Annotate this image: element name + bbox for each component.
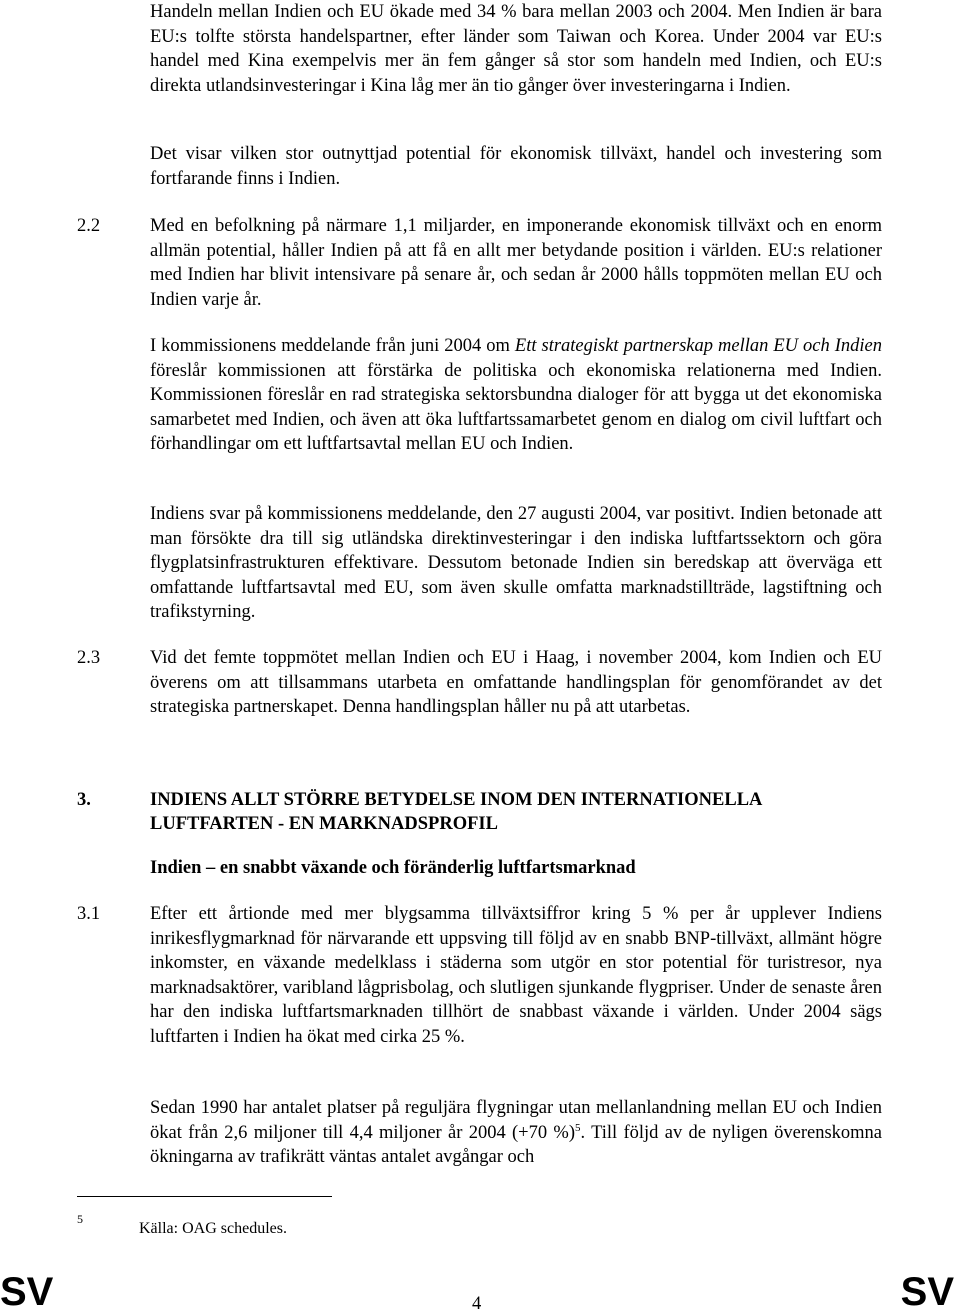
footnote-text: Källa: OAG schedules. — [139, 1220, 287, 1237]
section-number: 3. — [77, 790, 91, 810]
paragraph-untapped-potential: Det visar vilken stor outnyttjad potential för ekonomisk tillväxt, handel och investering som fortfarande finns i Indien. — [150, 144, 882, 189]
footnote-number: 5 — [77, 1212, 83, 1226]
footnote-divider — [77, 1196, 332, 1197]
paragraph-number: 3.1 — [77, 904, 101, 924]
paragraph-text: . Till följd av de nyligen överenskomna ökningarna av trafikrätt väntas antalet avgångar och — [150, 1122, 882, 1168]
paragraph-summit: Vid det femte toppmötet mellan Indien och EU i Haag, i november 2004, kom Indien och EU överens om att tillsammans utarbeta en omfattande handlingsplan för genomförandet av det strategiska partnerskapet. Denna handlingsplan håller nu på att utarbetas. — [150, 648, 882, 718]
paragraph-trade-figures: Handeln mellan Indien och EU ökade med 34 % bara mellan 2003 och 2004. Men Indien är bara EU:s tolfte största handelspartner, efter länder som Taiwan och Korea. Under 2004 var EU:s handel med Kina exempelvis mer än fem gånger så stor som handeln med Indien, och EU:s direkta utlandsinvesteringar i Kina låg mer än tio gånger över investeringarna i Indien. — [150, 2, 882, 96]
paragraph-india-response: Indiens svar på kommissionens meddelande, den 27 augusti 2004, var positivt. Indien betonade att man försökte dra till sig utländska direktinvesteringar i den indiska luftfartssektorn och göra flygplatsinfrastrukturen effektivare. Dessutom betonade Indien sin beredskap att överväga ett omfattande luftfartsavtal med EU, som även skulle omfatta marknadstillträde, lagstiftning och trafikstyrning. — [150, 504, 882, 623]
paragraph-text: Sedan 1990 har antalet platser på reguljära flygningar utan mellanlandning mellan EU och Indien ökat från 2,6 miljoner till 4,4 miljoner år 2004 (+70 %) — [150, 1098, 882, 1143]
paragraph-domestic-market: Efter ett årtionde med mer blygsamma tillväxtsiffror kring 5 % per år upplever Indiens inrikesflygmarknad för närvarande ett uppsving till följd av en snabb BNP-tillväxt, allmänt högre inkomster, en växande medelklass i städerna som utgör en stor potential för turistresor, nya marknadsaktörer, varibland lågprisbolag, och slutligen sjunkande flygpriser. Under de senaste åren har den indiska luftfartsmarknaden tillhört de snabbast växande i världen. Under 2004 sägs luftfarten i Indien ha ökat med cirka 25 %. — [150, 904, 882, 1047]
paragraph-commission-communication — [150, 334, 882, 457]
footnote-reference[interactable]: 5 — [575, 1121, 581, 1134]
language-code-right: SV — [900, 1270, 954, 1314]
document-title-italic: Ett strategiskt partnerskap mellan EU och Indien — [514, 336, 882, 356]
language-code-left: SV — [0, 1270, 54, 1314]
paragraph-text: I kommissionens meddelande från juni 2004 om — [150, 336, 515, 356]
paragraph-population: Med en befolkning på närmare 1,1 miljarder, en imponerande ekonomisk tillväxt och en enorm allmän potential, håller Indien på att få en allt mer betydande position i världen. EU:s relationer med Indien har blivit intensivare på senare år, och sedan år 2000 hålls toppmöten mellan EU och Indien varje år. — [150, 216, 882, 310]
section-subheading: Indien – en snabbt växande och föränderlig luftfartsmarknad — [150, 858, 636, 878]
page-number: 4 — [472, 1294, 482, 1314]
paragraph-number: 2.2 — [77, 216, 101, 236]
section-heading: INDIENS ALLT STÖRRE BETYDELSE INOM DEN INTERNATIONELLA LUFTFARTEN - EN MARKNADSPROFIL — [150, 790, 762, 834]
paragraph-text: föreslår kommissionen att förstärka de politiska och ekonomiska relationerna med Indien. Kommissionen föreslår en rad strategiska sektorsbundna dialoger för att bygga ut det ekonomiska samarbetet med Indien, och även att öka luftfartssamarbetet genom en dialog om civil luftfart och förhandlingar om ett luftfartsavtal mellan EU och Indien. — [150, 360, 882, 455]
paragraph-seat-capacity — [150, 1096, 882, 1170]
paragraph-number: 2.3 — [77, 648, 101, 668]
